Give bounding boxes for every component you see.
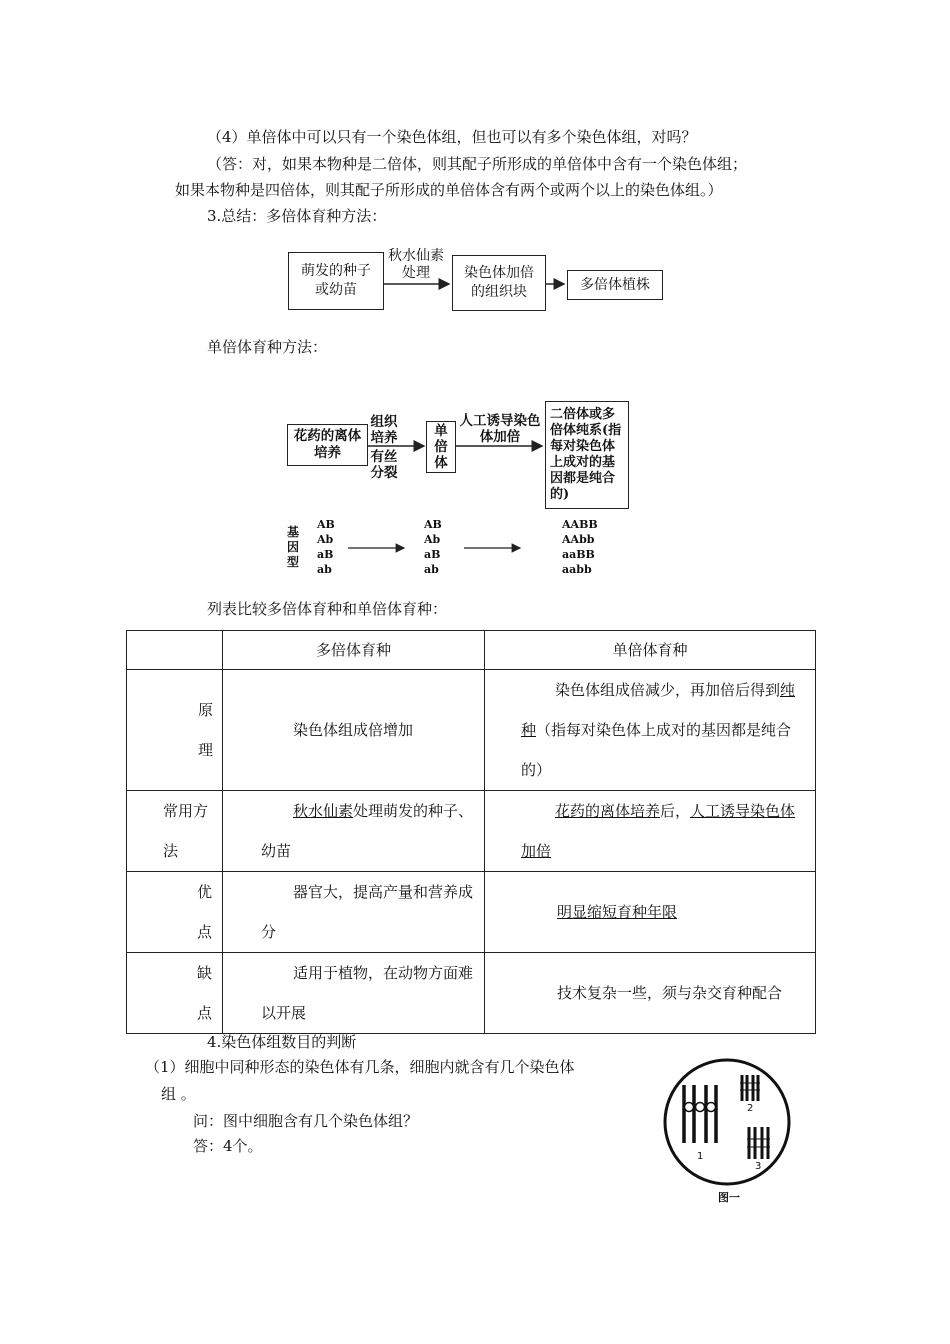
table-row <box>127 953 816 1034</box>
genotype-col2: AB Ab aB ab <box>424 518 442 576</box>
flow1-box-seeds: 萌发的种子或幼苗 <box>288 252 384 310</box>
genotype-col3: AABB AAbb aaBB aabb <box>562 518 598 576</box>
flow1-box-doubled-tissue: 染色体加倍的组织块 <box>452 255 546 311</box>
summary-heading: 3.总结：多倍体育种方法： <box>207 207 387 225</box>
row-label-disadvantage: 缺点 <box>127 953 223 1034</box>
cell-poly-disadvantage: 适用于植物，在动物方面难以开展 <box>223 953 485 1034</box>
chromosome-figure <box>656 1055 798 1205</box>
figure-caption: 图一 <box>718 1191 740 1204</box>
header-haploid: 单倍体育种 <box>485 631 816 670</box>
table-row <box>127 872 816 953</box>
cell-haplo-advantage: 明显缩短育种年限 <box>485 872 816 953</box>
cell-haplo-principle: 染色体组成倍减少，再加倍后得到纯种（指每对染色体上成对的基因都是纯合的） <box>485 670 816 791</box>
section4-title: 4.染色体组数目的判断 <box>207 1033 357 1051</box>
cell-poly-method: 秋水仙素处理萌发的种子、幼苗 <box>223 791 485 872</box>
table-heading: 列表比较多倍体育种和单倍体育种： <box>207 600 448 618</box>
table-header-row <box>127 631 816 670</box>
table-row <box>127 670 816 791</box>
flow2-box-haploid: 单倍体 <box>426 421 456 473</box>
cell-poly-principle: 染色体组成倍增加 <box>223 670 485 791</box>
header-empty <box>127 631 223 670</box>
genotype-label: 基因型 <box>287 525 300 569</box>
row-label-method: 常用方法 <box>127 791 223 872</box>
table-row <box>127 791 816 872</box>
flow1-box-polyploid: 多倍体植株 <box>567 270 663 300</box>
figure-label-1: 1 <box>697 1151 704 1162</box>
figure-label-3: 3 <box>755 1161 762 1172</box>
answer-4-line2: 如果本物种是四倍体，则其配子所形成的单倍体含有两个或两个以上的染色体组。） <box>175 181 723 199</box>
haploid-heading: 单倍体育种方法： <box>207 338 328 356</box>
row-label-advantage: 优点 <box>127 872 223 953</box>
comparison-table <box>126 630 816 1034</box>
flow2-arrow2-label: 人工诱导染色体加倍 <box>459 413 541 445</box>
header-polyploid: 多倍体育种 <box>223 631 485 670</box>
flow2-box-anther: 花药的离体培养 <box>287 424 368 466</box>
figure-label-2: 2 <box>747 1103 754 1114</box>
row-label-principle: 原理 <box>127 670 223 791</box>
section4-p1-line1: （1）细胞中同种形态的染色体有几条，细胞内就含有几个染色体 <box>145 1058 575 1076</box>
flow1-arrow-label: 秋水仙素处理 <box>388 248 444 281</box>
cell-haplo-method: 花药的离体培养后，人工诱导染色体加倍 <box>485 791 816 872</box>
section4-p1-line2: 组 。 <box>161 1085 196 1103</box>
section4-question: 问：图中细胞含有几个染色体组？ <box>193 1112 419 1130</box>
flow2-arrow1-top: 组织培养 <box>370 414 398 446</box>
section4-answer: 答：4个。 <box>193 1137 263 1155</box>
cell-poly-advantage: 器官大，提高产量和营养成分 <box>223 872 485 953</box>
question-4: （4）单倍体中可以只有一个染色体组，但也可以有多个染色体组，对吗？ <box>207 128 697 146</box>
cell-diagram <box>656 1055 798 1205</box>
genotype-col1: AB Ab aB ab <box>317 518 335 576</box>
cell-haplo-disadvantage: 技术复杂一些，须与杂交育种配合 <box>485 953 816 1034</box>
flow2-box-pure-line: 二倍体或多倍体纯系(指每对染色体上成对的基因都是纯合的) <box>545 401 629 509</box>
flow2-arrow1-bottom: 有丝分裂 <box>370 449 398 481</box>
answer-4-line1: （答：对，如果本物种是二倍体，则其配子所形成的单倍体中含有一个染色体组； <box>207 155 748 173</box>
